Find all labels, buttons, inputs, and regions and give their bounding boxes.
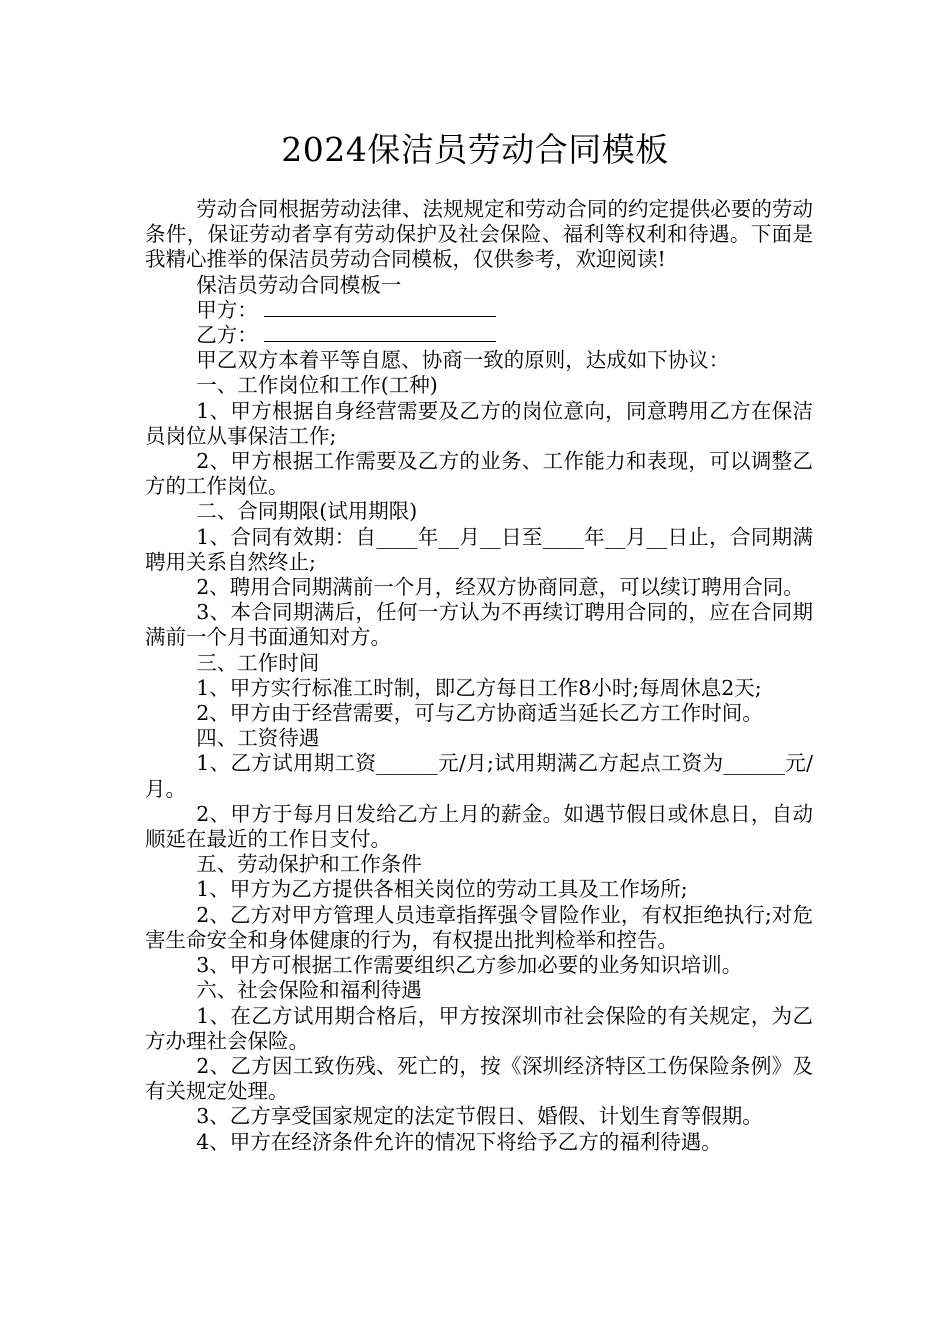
document-body: [145, 197, 813, 1155]
agreement-paragraph: 甲乙双方本着平等自愿、协商一致的原则，达成如下协议：: [196, 348, 730, 373]
document-title: 2024保洁员劳动合同模板: [281, 130, 669, 169]
section-5-item-2: 2、乙方对甲方管理人员违章指挥强令冒险作业，有权拒绝执行;对危害生命安全和身体健康的行为，有权提出批判检举和控告。: [145, 902, 813, 952]
section-2-item-1: 1、合同有效期：自____年__月__日至____年__月__日止，合同期满聘用关系自然终止;: [145, 524, 813, 574]
party-b-blank: [264, 323, 496, 342]
section-4-item-2: 2、甲方于每月日发给乙方上月的薪金。如遇节假日或休息日，自动顺延在最近的工作日支付。: [145, 801, 813, 852]
section-6-item-2: 2、乙方因工致伤残、死亡的，按《深圳经济特区工伤保险条例》及有关规定处理。: [145, 1053, 813, 1104]
section-1-item-1: 1、甲方根据自身经营需要及乙方的岗位意向，同意聘用乙方在保洁员岗位从事保洁工作;: [145, 398, 813, 448]
party-b-line: [145, 323, 813, 348]
section-6-item-4: 4、甲方在经济条件允许的情况下将给予乙方的福利待遇。: [196, 1129, 722, 1154]
section-6-heading: 六、社会保险和福利待遇: [196, 978, 422, 1003]
party-a-label: 甲方：: [196, 297, 258, 322]
party-a-blank: [264, 298, 496, 317]
section-3-item-2: 2、甲方由于经营需要，可与乙方协商适当延长乙方工作时间。: [196, 701, 763, 726]
section-6-item-1: 1、在乙方试用期合格后，甲方按深圳市社会保险的有关规定，为乙方办理社会保险。: [145, 1003, 813, 1053]
section-6-item-3: 3、乙方享受国家规定的法定节假日、婚假、计划生育等假期。: [196, 1104, 763, 1129]
section-1-item-2: 2、甲方根据工作需要及乙方的业务、工作能力和表现，可以调整乙方的工作岗位。: [145, 449, 813, 499]
section-4-heading: 四、工资待遇: [196, 726, 320, 751]
section-2-heading: 二、合同期限(试用期限): [196, 499, 418, 524]
section-5-item-1: 1、甲方为乙方提供各相关岗位的劳动工具及工作场所;: [196, 877, 688, 902]
section-1-heading: 一、工作岗位和工作(工种): [196, 373, 438, 398]
section-3-heading: 三、工作时间: [196, 650, 320, 675]
section-2-item-2: 2、聘用合同期满前一个月，经双方协商同意，可以续订聘用合同。: [196, 575, 804, 600]
intro-paragraph: 劳动合同根据劳动法律、法规规定和劳动合同的约定提供必要的劳动条件，保证劳动者享有劳动保护及社会保险、福利等权利和待遇。下面是我精心推举的保洁员劳动合同模板，仅供参考，欢迎阅读!: [145, 197, 813, 272]
section-5-item-3: 3、甲方可根据工作需要组织乙方参加必要的业务知识培训。: [196, 953, 743, 978]
section-2-item-3: 3、本合同期满后，任何一方认为不再续订聘用合同的，应在合同期满前一个月书面通知对方。: [145, 600, 813, 650]
section-5-heading: 五、劳动保护和工作条件: [196, 852, 422, 877]
section-3-item-1: 1、甲方实行标准工时制，即乙方每日工作8小时;每周休息2天;: [196, 675, 762, 700]
section-4-item-1: 1、乙方试用期工资______元/月;试用期满乙方起点工资为______元/月。: [145, 751, 813, 801]
party-b-label: 乙方：: [196, 323, 258, 348]
party-a-line: [145, 298, 813, 323]
contract-subtitle: 保洁员劳动合同模板一: [196, 272, 402, 297]
